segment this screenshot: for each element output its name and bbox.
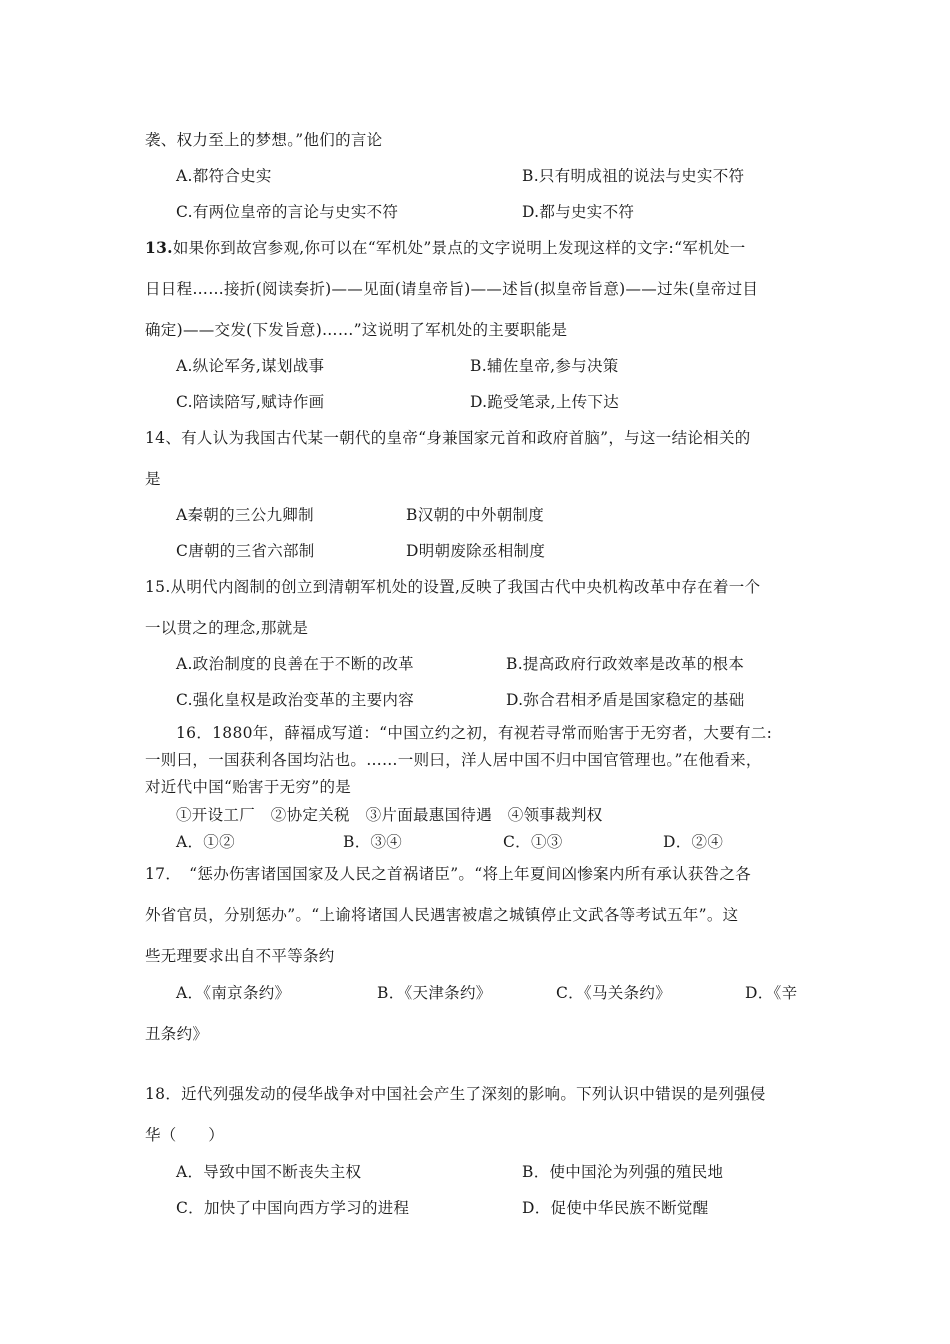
q16-option-b: B．③④ (343, 833, 403, 851)
q16-option-d: D．②④ (663, 833, 724, 851)
q17-line-3: 些无理要求出自不平等条约 (145, 947, 335, 965)
q14-line-1: 14、有人认为我国古代某一朝代的皇帝“身兼国家元首和政府首脑”，与这一结论相关的 (145, 429, 751, 447)
q18-option-b: B．使中国沦为列强的殖民地 (522, 1163, 724, 1181)
q12-option-c: C.有两位皇帝的言论与史实不符 (176, 203, 399, 221)
q17-option-b: B．《天津条约》 (377, 984, 492, 1002)
q17-option-d: D．《辛 (745, 984, 798, 1002)
q12-stem-end: 袭、权力至上的梦想。”他们的言论 (145, 131, 383, 149)
q12-option-b: B.只有明成祖的说法与史实不符 (522, 167, 745, 185)
q15-option-a: A.政治制度的良善在于不断的改革 (176, 655, 414, 673)
q17-line-2: 外省官员，分别惩办”。“上谕将诸国人民遇害被虐之城镇停止文武各等考试五年”。这 (145, 906, 739, 924)
q13-line-2: 日日程……接折(阅读奏折)——见面(请皇帝旨)——述旨(拟皇帝旨意)——过朱(皇帝过目 (145, 280, 759, 298)
q14-line-2: 是 (145, 470, 161, 488)
q15-line-2: 一以贯之的理念,那就是 (145, 619, 309, 637)
q17-option-a: A．《南京条约》 (176, 984, 291, 1002)
q14-option-d: D明朝废除丞相制度 (406, 542, 546, 560)
q13-option-d: D.跪受笔录,上传下达 (470, 393, 620, 411)
q18-line-1: 18．近代列强发动的侵华战争对中国社会产生了深刻的影响。下列认识中错误的是列强侵 (145, 1085, 766, 1103)
q13-option-b: B.辅佐皇帝,参与决策 (470, 357, 619, 375)
q17-option-c: C．《马关条约》 (556, 984, 672, 1002)
q16-line-3: 对近代中国“贻害于无穷”的是 (145, 778, 352, 796)
q16-option-a: A．①② (176, 833, 235, 851)
q14-option-a: A秦朝的三公九卿制 (176, 506, 314, 524)
q17-line-1: 17． “惩办伤害诸国国家及人民之首祸诸臣”。“将上年夏间凶惨案内所有承认获咎之各 (145, 865, 752, 883)
q17-option-d-cont: 丑条约》 (145, 1025, 209, 1043)
q15-line-1: 15.从明代内阁制的创立到清朝军机处的设置,反映了我国古代中央机构改革中存在着一个 (145, 578, 761, 596)
q18-option-d: D．促使中华民族不断觉醒 (522, 1199, 709, 1217)
q13-option-a: A.纵论军务,谋划战事 (176, 357, 325, 375)
q14-option-b: B汉朝的中外朝制度 (406, 506, 545, 524)
q12-option-a: A.都符合史实 (176, 167, 272, 185)
q16-option-c: C．①③ (503, 833, 563, 851)
q18-option-c: C．加快了中国向西方学习的进程 (176, 1199, 410, 1217)
q13-line-1-text: 如果你到故宫参观,你可以在“军机处”景点的文字说明上发现这样的文字:“军机处一 (172, 239, 746, 257)
q12-option-d: D.都与史实不符 (522, 203, 635, 221)
q15-option-d: D.弥合君相矛盾是国家稳定的基础 (506, 691, 745, 709)
q13-option-c: C.陪读陪写,赋诗作画 (176, 393, 325, 411)
q13-number: 13. (145, 238, 173, 257)
q13-line-1 (145, 236, 746, 258)
q15-option-c: C.强化皇权是政治变革的主要内容 (176, 691, 415, 709)
q18-option-a: A．导致中国不断丧失主权 (176, 1163, 362, 1181)
q16-items: ①开设工厂 ②协定关税 ③片面最惠国待遇 ④领事裁判权 (176, 806, 603, 824)
q16-line-1: 16．1880年，薛福成写道：“中国立约之初，有视若寻常而贻害于无穷者，大要有二: (176, 724, 773, 742)
q18-line-2: 华（ ） (145, 1126, 225, 1144)
q13-line-3: 确定)——交发(下发旨意)……”这说明了军机处的主要职能是 (145, 321, 568, 339)
q14-option-c: C唐朝的三省六部制 (176, 542, 315, 560)
q15-option-b: B.提高政府行政效率是改革的根本 (506, 655, 745, 673)
q16-line-2: 一则曰，一国获利各国均沾也。……一则曰，洋人居中国不归中国官管理也。”在他看来， (145, 751, 762, 769)
